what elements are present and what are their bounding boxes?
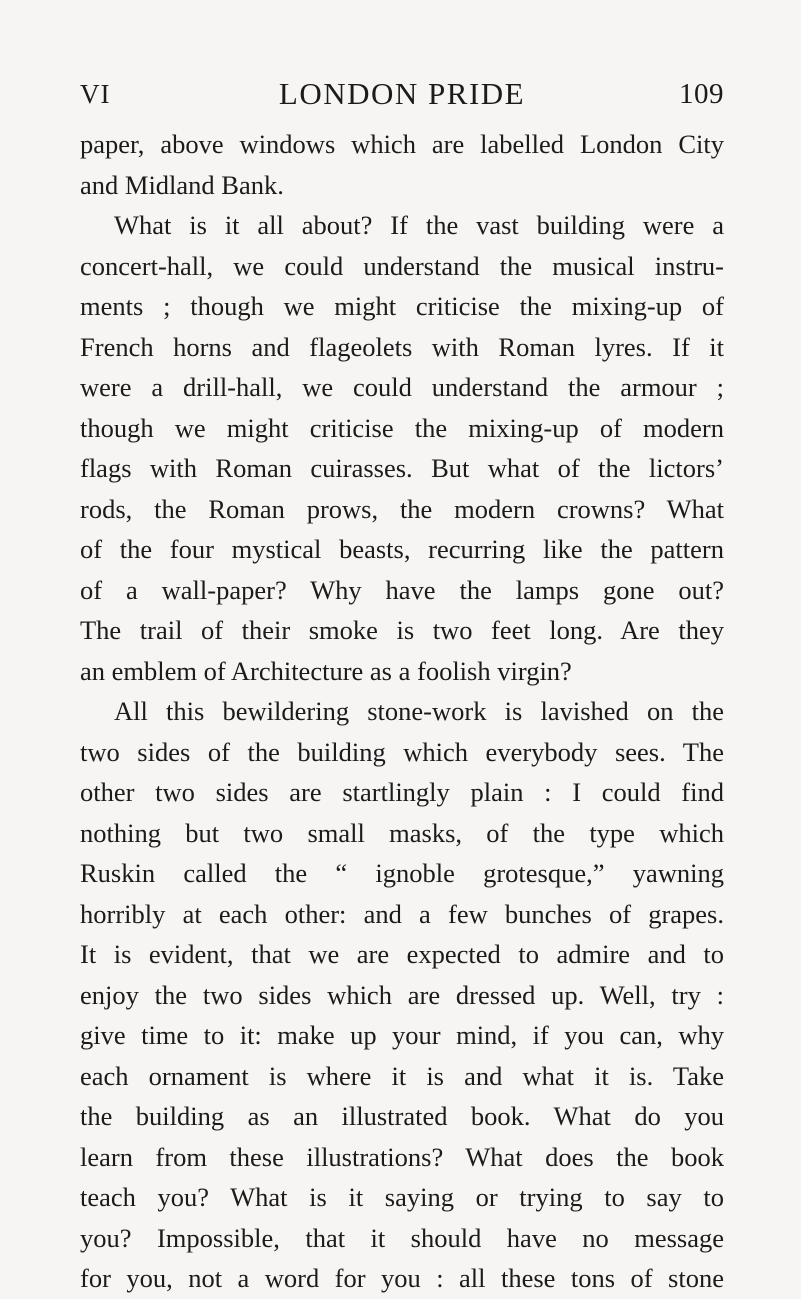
page-number: 109 (679, 78, 724, 110)
text-line: What is it all about? If the vast building were a (114, 210, 724, 240)
text-line: though we might criticise the mixing-up of modern (80, 412, 724, 443)
text-line: ments ; though we might criticise the mixing-up of (80, 291, 724, 321)
text-line: for you, not a word for you : all these tons of stone (80, 1263, 724, 1293)
text-line: an emblem of Architecture as a foolish virgin? (80, 655, 572, 686)
running-head (80, 74, 724, 114)
text-line: the building as an illustrated book. What do you (80, 1101, 724, 1131)
text-line: and Midland Bank. (80, 169, 284, 200)
text-line: horribly at each other: and a few bunches of grapes. (80, 898, 724, 929)
text-line: nothing but two small masks, of the type which (80, 817, 724, 848)
text-line: Ruskin called the “ ignoble grotesque,” yawning (80, 858, 724, 888)
body-text (80, 124, 724, 1299)
text-line: give time to it: make up your mind, if you can, why (80, 1020, 724, 1050)
text-line: concert-hall, we could understand the musical instru- (80, 250, 724, 281)
text-line: teach you? What is it saying or trying to say to (80, 1182, 724, 1212)
text-line: It is evident, that we are expected to admire and to (80, 939, 724, 969)
text-line: paper, above windows which are labelled London City (80, 129, 724, 159)
text-line: learn from these illustrations? What does the book (80, 1141, 724, 1172)
text-line: flags with Roman cuirasses. But what of the lictors’ (80, 453, 724, 483)
text-line: other two sides are startlingly plain : I could find (80, 777, 724, 807)
text-line: rods, the Roman prows, the modern crowns? What (80, 493, 724, 524)
text-line: French horns and flageolets with Roman lyres. If it (80, 331, 724, 362)
text-line: The trail of their smoke is two feet long. Are they (80, 615, 724, 645)
running-title: LONDON PRIDE (278, 76, 526, 111)
text-line: two sides of the building which everybody sees. The (80, 736, 724, 767)
text-line: enjoy the two sides which are dressed up. Well, try : (80, 979, 724, 1010)
text-line: of the four mystical beasts, recurring like the pattern (80, 534, 724, 564)
text-line: were a drill-hall, we could understand the armour ; (80, 372, 724, 402)
text-line: each ornament is where it is and what it is. Take (80, 1060, 724, 1091)
text-line: of a wall-paper? Why have the lamps gone out? (80, 574, 724, 605)
text-line: you? Impossible, that it should have no message (80, 1222, 724, 1253)
chapter-number: VI (80, 79, 111, 109)
text-line: All this bewildering stone-work is lavished on the (114, 696, 724, 726)
